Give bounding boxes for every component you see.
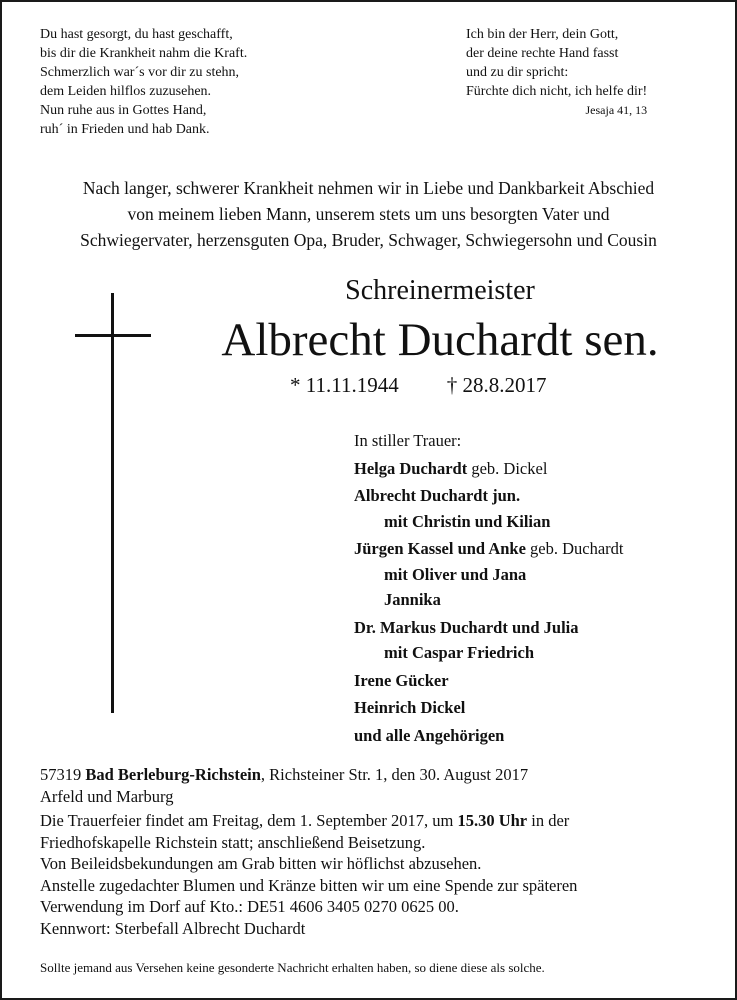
mourners-list [354,428,624,748]
cross-vertical-bar [111,293,114,713]
bible-verse-line: Fürchte dich nicht, ich helfe dir! [466,84,648,99]
town: Bad Berleburg-Richstein [85,765,261,784]
poem-left-line: Schmerzlich war´s vor dir zu stehn, [40,65,240,80]
service-location: Friedhofskapelle Richstein statt; anschließend Beisetzung. [40,832,426,852]
service-line [40,810,577,832]
postcode: 57319 [40,765,86,784]
life-dates [290,371,546,399]
mourner-entry: Irene Gücker [354,670,449,690]
poem-left-line: ruh´ in Frieden und hab Dank. [40,122,210,137]
mourner-nee: geb. Dickel [467,458,548,478]
mourners-heading: In stiller Trauer: [354,431,462,450]
mourner-name: Jürgen Kassel und Anke [354,539,526,558]
mourner-nee: geb. Duchardt [525,539,624,558]
mourner-children: mit Caspar Friedrich [384,643,535,662]
deceased-name: Albrecht Duchardt sen. [221,314,659,366]
deceased-profession: Schreinermeister [345,275,535,306]
poem-left-line: dem Leiden hilflos zuzusehen. [40,84,212,99]
condolence-note: Von Beileidsbekundungen am Grab bitten wir höflichst abzusehen. [40,854,482,873]
bible-verse-line: Ich bin der Herr, dein Gott, [466,27,619,42]
service-text-end: in der [527,811,570,830]
mourner-entry [354,456,624,482]
bible-verse-line: der deine rechte Hand fasst [466,46,619,61]
donation-account: Verwendung im Dorf auf Kto.: DE51 4606 3405 0270 0625 00. [40,897,459,916]
address-line [40,764,577,786]
funeral-details [40,764,577,939]
notification-note: Sollte jemand aus Versehen keine gesonderte Nachricht erhalten haben, so diene diese als solche. [40,960,545,975]
bible-verse-source: Jesaja 41, 13 [585,103,648,117]
address-rest: , Richsteiner Str. 1, den 30. August 2017 [260,765,529,784]
intro-line: Nach langer, schwerer Krankheit nehmen wir in Liebe und Dankbarkeit Abschied [82,178,655,198]
mourner-name: Helga Duchardt [354,458,468,478]
cross-horizontal-bar [75,334,151,337]
service-text: Die Trauerfeier findet am Freitag, dem 1. September 2017, um [40,811,458,830]
bible-verse [466,25,647,118]
other-places: Arfeld und Marburg [40,786,174,806]
intro-text [0,175,737,253]
mourner-children: mit Christin und Kilian [384,511,551,531]
poem-left-line: Nun ruhe aus in Gottes Hand, [40,103,207,118]
service-time: 15.30 Uhr [457,811,528,830]
poem-left-line: Du hast gesorgt, du hast geschafft, [40,27,233,42]
intro-line: von meinem lieben Mann, unserem stets um uns besorgten Vater und [127,204,610,224]
mourner-entry: und alle Angehörigen [354,725,505,745]
poem-left [40,25,247,139]
birth-date: * 11.11.1944 [290,373,399,397]
mourner-entry: Heinrich Dickel [354,698,466,717]
poem-left-line: bis dir die Krankheit nahm die Kraft. [40,46,248,61]
mourner-children: mit Oliver und Jana [384,564,527,584]
mourner-entry [354,536,624,562]
death-date: † 28.8.2017 [446,373,547,397]
bible-verse-line: und zu dir spricht: [466,65,569,80]
mourner-entry: Albrecht Duchardt jun. [354,486,521,505]
donation-keyword: Kennwort: Sterbefall Albrecht Duchardt [40,918,306,938]
intro-line: Schwiegervater, herzensguten Opa, Bruder, Schwager, Schwiegersohn und Cousin [80,230,657,250]
mourner-children: Jannika [384,590,441,609]
donation-line: Anstelle zugedachter Blumen und Kränze bitten wir um eine Spende zur späteren [40,875,578,895]
mourner-entry: Dr. Markus Duchardt und Julia [354,617,579,637]
